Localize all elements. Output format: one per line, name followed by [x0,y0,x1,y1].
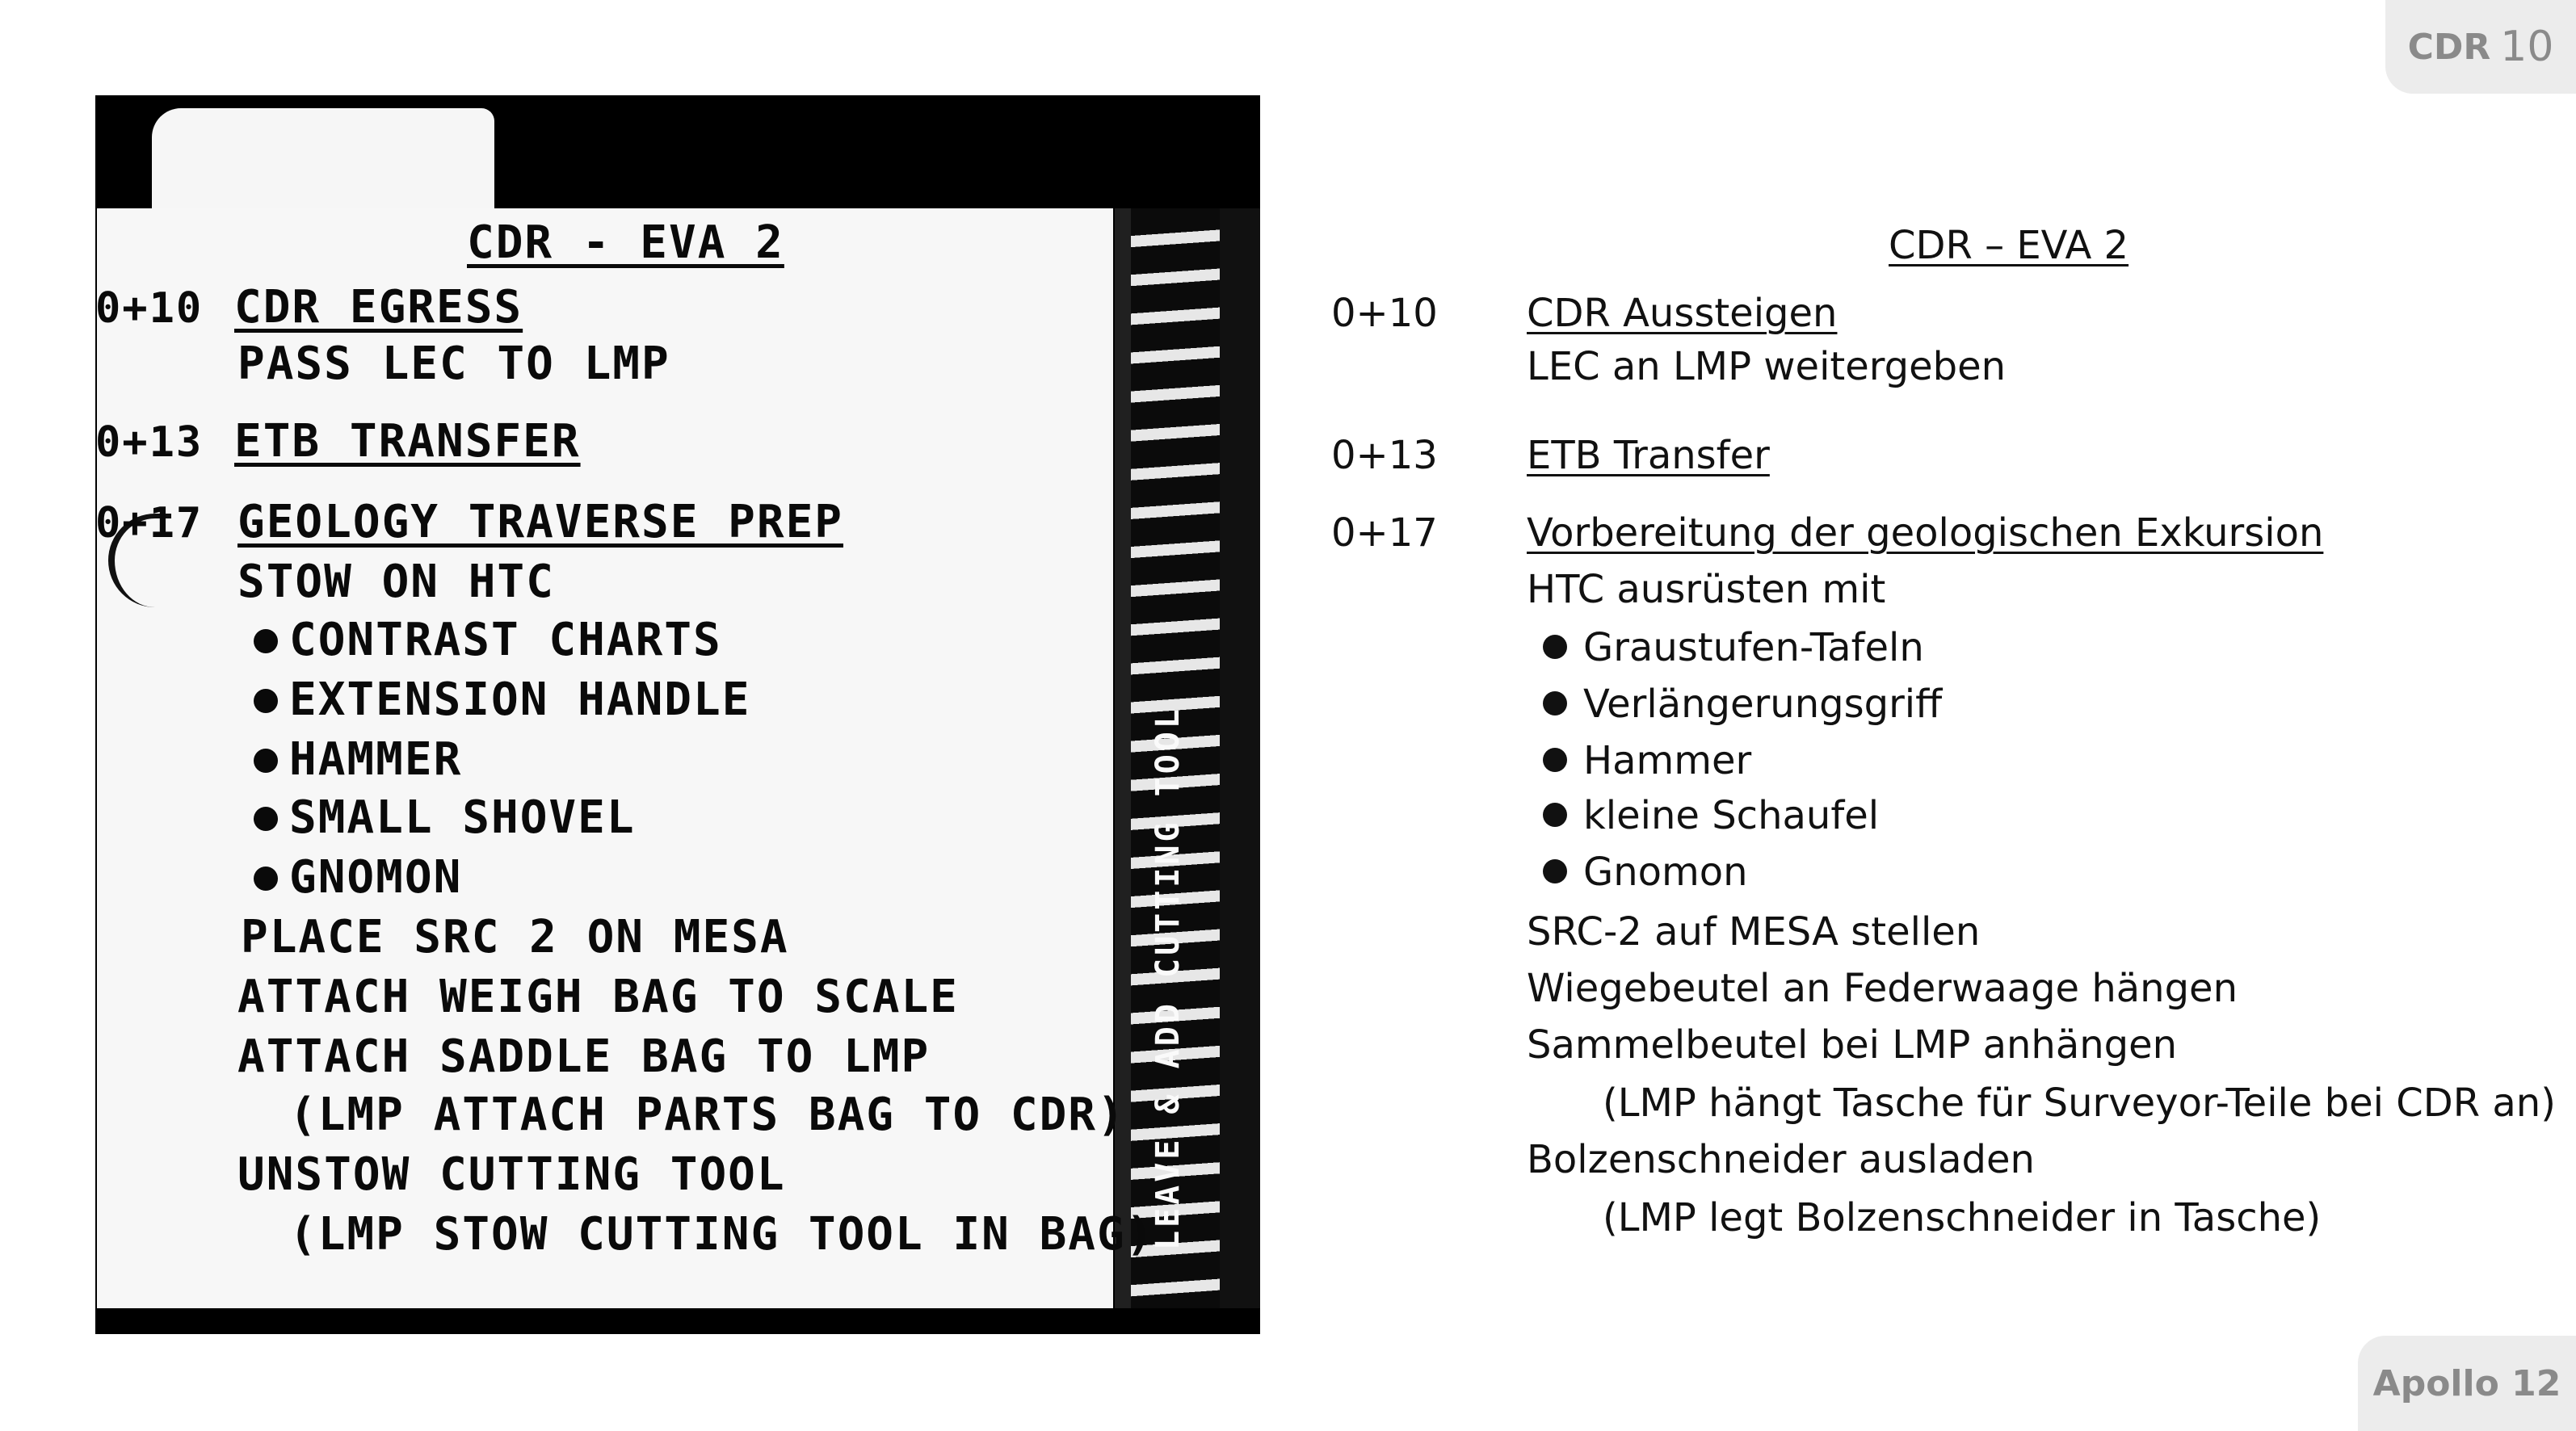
checklist-time: 0+17 [95,499,204,548]
page-number: 10 [2500,23,2554,71]
transcript-bullet: Verlängerungsgriff [1543,682,1942,727]
checklist-edge [1220,208,1260,1308]
transcript-bullet: kleine Schaufel [1543,793,1879,838]
checklist-bullet: EXTENSION HANDLE [254,674,750,726]
checklist-line: (LMP ATTACH PARTS BAG TO CDR) [289,1089,1126,1141]
transcript-time: 0+10 [1331,291,1438,336]
checklist-time: 0+10 [95,284,204,333]
transcript-heading: CDR Aussteigen [1527,291,1838,336]
checklist-line: UNSTOW CUTTING TOOL [237,1148,786,1201]
checklist-line: PLACE SRC 2 ON MESA [241,911,789,963]
checklist-bullet: HAMMER [254,733,462,786]
transcript-title: CDR – EVA 2 [1889,223,2129,268]
checklist-photo [95,95,1260,1334]
transcript-time: 0+13 [1331,433,1438,478]
checklist-line: (LMP STOW CUTTING TOOL IN BAG) [289,1208,1155,1261]
transcript-line: Sammelbeutel bei LMP anhängen [1527,1022,2178,1068]
transcript-time: 0+17 [1331,510,1438,556]
page-number-badge [2385,0,2576,94]
transcript-line: SRC-2 auf MESA stellen [1527,909,1981,955]
checklist-spine [1115,208,1131,1308]
spine-label: LEAVE & ADD CUTTING TOOL [1149,706,1187,1250]
transcript-line: Wiegebeutel an Federwaage hängen [1527,966,2238,1011]
checklist-line: ATTACH SADDLE BAG TO LMP [237,1030,931,1083]
checklist-bullet: CONTRAST CHARTS [254,614,722,666]
checklist-line: STOW ON HTC [237,556,555,608]
transcript-bullet: Hammer [1543,738,1751,783]
transcript-bullet: Graustufen-Tafeln [1543,625,1924,670]
transcript-heading: ETB Transfer [1527,433,1770,478]
transcript-line: (LMP hängt Tasche für Surveyor-Teile bei CDR an) [1603,1081,2556,1126]
checklist-line: ATTACH WEIGH BAG TO SCALE [237,971,959,1023]
transcript-bullet: Gnomon [1543,850,1748,895]
transcript-line: HTC ausrüsten mit [1527,567,1886,612]
checklist-heading: CDR EGRESS [234,281,523,334]
checklist-line: PASS LEC TO LMP [237,338,670,390]
checklist-bullet: SMALL SHOVEL [254,791,636,844]
checklist-title: CDR - EVA 2 [467,216,784,269]
checklist-heading: ETB TRANSFER [234,415,581,468]
checklist-heading: GEOLOGY TRAVERSE PREP [237,496,844,548]
transcript-line: LEC an LMP weitergeben [1527,344,2007,389]
transcript-line: Bolzenschneider ausladen [1527,1137,2035,1182]
mission-badge: Apollo 12 [2358,1336,2576,1431]
transcript-line: (LMP legt Bolzenschneider in Tasche) [1603,1195,2322,1240]
transcript-heading: Vorbereitung der geologischen Exkursion [1527,510,2324,556]
checklist-bullet: GNOMON [254,851,462,904]
checklist-time: 0+13 [95,418,204,467]
section-label: CDR [2407,26,2491,68]
